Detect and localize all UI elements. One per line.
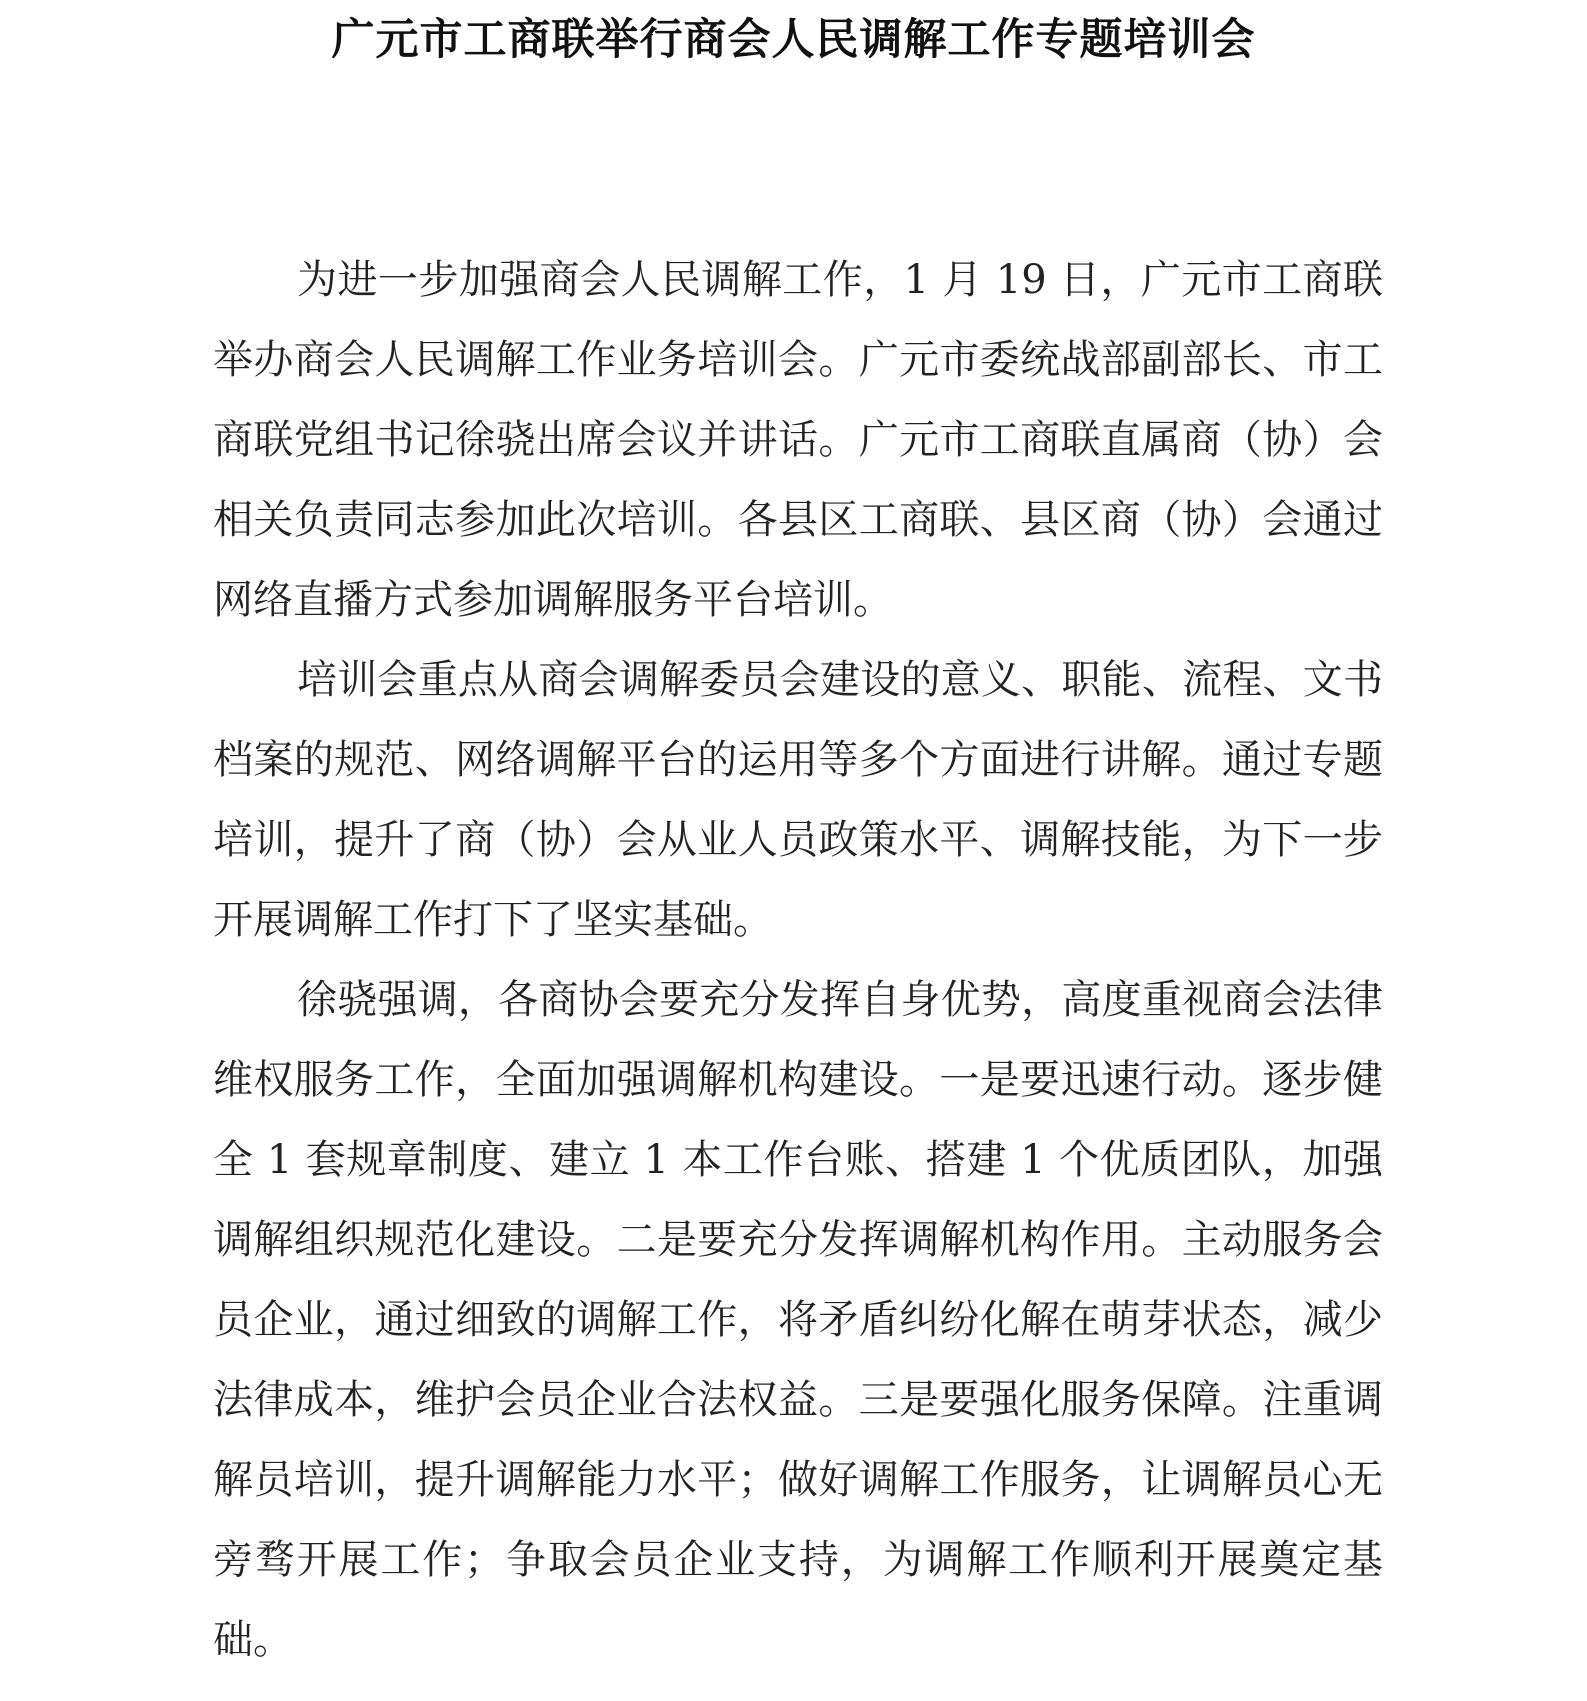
body-paragraph-1: 为进一步加强商会人民调解工作，1 月 19 日，广元市工商联举办商会人民调解工作业务培训会。广元市委统战部副部长、市工商联党组书记徐骁出席会议并讲话。广元市工商联直属商（协）会相关负责同志参加此次培训。各县区工商联、县区商（协）会通过网络直播方式参加调解服务平台培训。 — [213, 257, 1383, 623]
document-title: 广元市工商联举行商会人民调解工作专题培训会 — [331, 15, 1256, 65]
body-paragraph-3: 徐骁强调，各商协会要充分发挥自身优势，高度重视商会法律维权服务工作，全面加强调解机构建设。一是要迅速行动。逐步健全 1 套规章制度、建立 1 本工作台账、搭建 1 个优质团队，加强调解组织规范化建设。二是要充分发挥调解机构作用。主动服务会员企业，通过细致的调解工作，将矛盾纠纷化解在萌芽状态，减少法律成本，维护会员企业合法权益。三是要强化服务保障。注重调解员培训，提升调解能力水平；做好调解工作服务，让调解员心无旁骛开展工作；争取会员企业支持，为调解工作顺利开展奠定基础。 — [213, 977, 1383, 1663]
document-body — [213, 240, 1383, 1680]
body-paragraph-2: 培训会重点从商会调解委员会建设的意义、职能、流程、文书档案的规范、网络调解平台的运用等多个方面进行讲解。通过专题培训，提升了商（协）会从业人员政策水平、调解技能，为下一步开展调解工作打下了坚实基础。 — [213, 657, 1383, 943]
